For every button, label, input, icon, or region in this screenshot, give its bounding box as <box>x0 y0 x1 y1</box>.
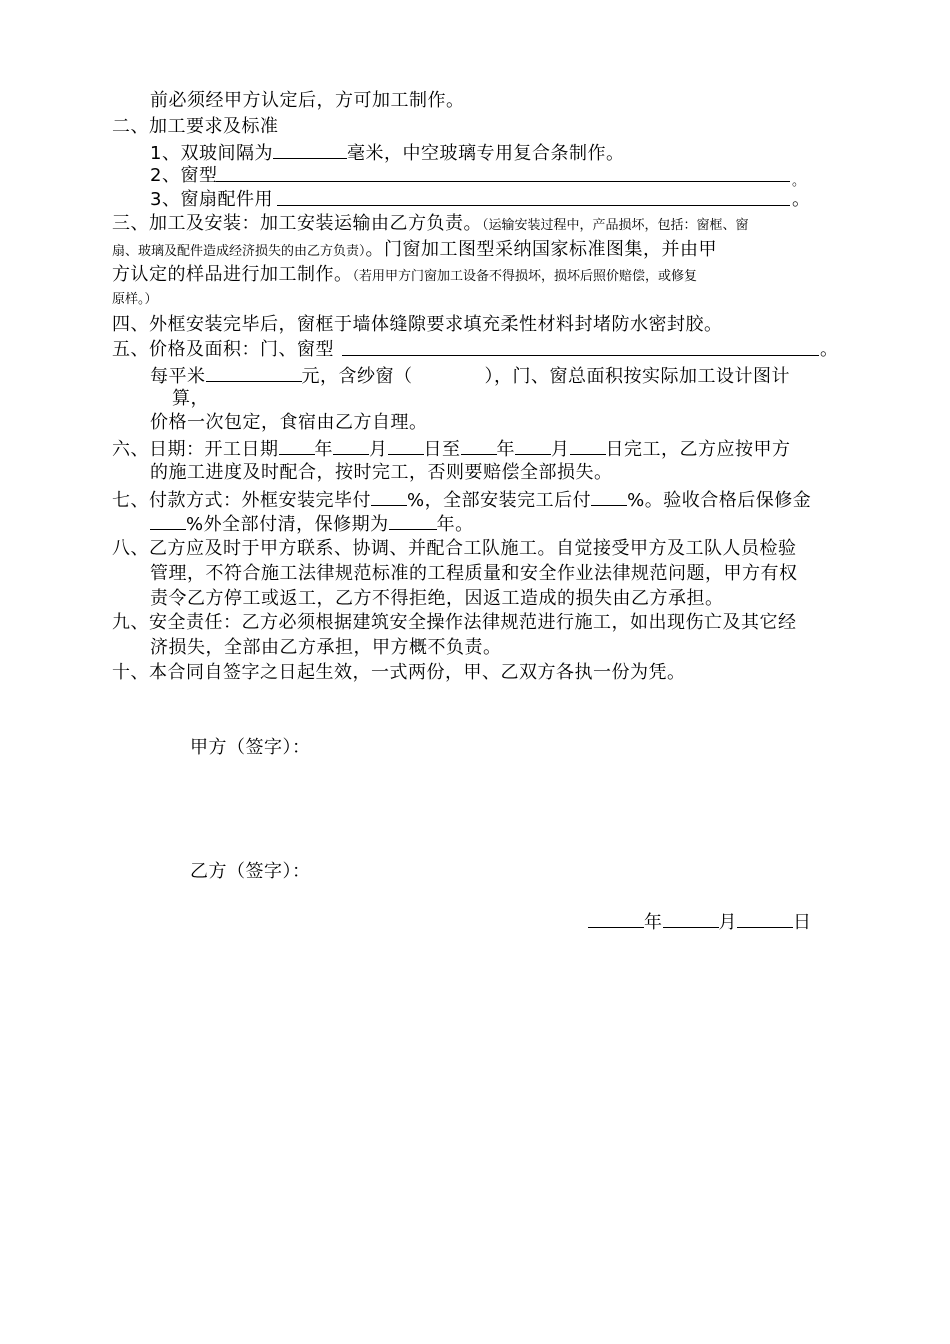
text-line: 管理，不符合施工法律规范标准的工程质量和安全作业法律规范问题，甲方有权 <box>150 563 798 584</box>
fill-blank-year[interactable] <box>588 909 644 928</box>
date-line <box>588 909 812 935</box>
small-note: （若用甲方门窗加工设备不得损坏，损坏后照价赔偿，或修复 <box>352 269 698 284</box>
fill-blank[interactable] <box>461 436 497 455</box>
text-fragment: %。验收合格后保修金 <box>627 490 812 511</box>
text-fragment: 月 <box>369 439 388 460</box>
text-line: 责令乙方停工或返工，乙方不得拒绝，因返工造成的损失由乙方承担。 <box>150 588 724 609</box>
text-fragment: 2、窗型 <box>150 165 218 186</box>
text-fragment: 元，含纱窗（ <box>301 366 413 387</box>
text-fragment: %，全部安装完工后付 <box>407 490 592 511</box>
text-fragment: 每平米 <box>150 366 206 387</box>
party-a-signature-label: 甲方（签字）： <box>190 737 311 758</box>
text-line <box>150 140 624 166</box>
text-fragment: 1、双玻间隔为 <box>150 143 273 164</box>
text-fragment: 年 <box>496 439 515 460</box>
text-fragment: 毫米，中空玻璃专用复合条制作。 <box>346 143 625 164</box>
date-year-label: 年 <box>644 912 663 933</box>
party-b-signature-label: 乙方（签字）： <box>190 861 311 882</box>
section-9-line: 九、安全责任：乙方必须根据建筑安全操作法律规范进行施工，如出现伤亡及其它经 <box>112 612 797 633</box>
fill-blank[interactable] <box>333 436 369 455</box>
text-fragment: %外全部付清，保修期为 <box>186 514 389 535</box>
fill-blank[interactable] <box>388 436 424 455</box>
text-fragment: 。 <box>820 339 839 360</box>
text-fragment: 月 <box>551 439 570 460</box>
text-fragment: 方认定的样品进行加工制作。 <box>112 264 353 285</box>
fill-blank[interactable] <box>570 436 606 455</box>
text-fragment: 年 <box>314 439 333 460</box>
fill-blank-window-type[interactable] <box>216 181 790 182</box>
small-note: （运输安装过程中，产品损坏，包括：窗框、窗 <box>482 218 749 233</box>
section-5-line <box>112 338 334 362</box>
fill-blank[interactable] <box>591 487 627 506</box>
text-line <box>150 363 790 389</box>
fill-blank[interactable] <box>389 511 437 530</box>
text-fragment: ），门、窗总面积按实际加工设计图计 <box>484 366 790 387</box>
text-line <box>150 511 474 537</box>
fill-blank[interactable] <box>150 511 186 530</box>
fill-blank[interactable] <box>279 436 315 455</box>
text-line: 算， <box>172 388 209 409</box>
section-7-line <box>112 487 811 513</box>
text-fragment: 三、加工及安装：加工安装运输由乙方负责。 <box>112 213 482 234</box>
fill-blank[interactable] <box>371 487 407 506</box>
section-6-line <box>112 436 791 462</box>
text-fragment: 五、价格及面积：门、窗型 <box>112 339 334 360</box>
small-note: 扇、玻璃及配件造成经济损失的由乙方负责） <box>112 244 366 259</box>
section-3-line <box>112 212 749 238</box>
fill-blank-unit-price[interactable] <box>206 363 302 382</box>
text-line: 济损失，全部由乙方承担，甲方概不负责。 <box>150 637 502 658</box>
text-line <box>112 263 697 289</box>
text-fragment: 日至 <box>423 439 461 460</box>
text-line <box>150 164 217 188</box>
text-fragment: 。门窗加工图型采纳国家标准图集，并由甲 <box>365 239 718 260</box>
fill-blank[interactable] <box>515 436 551 455</box>
text-fragment: 年。 <box>436 514 474 535</box>
text-line <box>150 188 273 212</box>
section-4-line: 四、外框安装完毕后，窗框于墙体缝隙要求填充柔性材料封堵防水密封胶。 <box>112 314 723 335</box>
fill-blank-price-window[interactable] <box>342 355 819 356</box>
section-10-line: 十、本合同自签字之日起生效，一式两份，甲、乙双方各执一份为凭。 <box>112 662 686 683</box>
text-fragment: 七、付款方式：外框安装完毕付 <box>112 490 371 511</box>
section-heading-2: 二、加工要求及标准 <box>112 116 279 137</box>
date-day-label: 日 <box>793 912 812 933</box>
small-note: 原样。） <box>112 292 158 307</box>
fill-blank-hardware[interactable] <box>277 205 790 206</box>
section-8-line: 八、乙方应及时于甲方联系、协调、并配合工队施工。自觉接受甲方及工队人员检验 <box>112 538 797 559</box>
text-line: 的施工进度及时配合，按时完工，否则要赔偿全部损失。 <box>150 462 613 483</box>
date-month-label: 月 <box>718 912 737 933</box>
fill-blank[interactable] <box>273 140 347 159</box>
text-fragment: 。 <box>792 174 806 189</box>
text-fragment: 日完工，乙方应按甲方 <box>605 439 791 460</box>
text-fragment: 六、日期：开工日期 <box>112 439 279 460</box>
text-line: 价格一次包定，食宿由乙方自理。 <box>150 412 428 433</box>
text-fragment: 。 <box>792 189 811 210</box>
fill-blank-month[interactable] <box>663 909 719 928</box>
text-line: 前必须经甲方认定后，方可加工制作。 <box>150 90 465 111</box>
text-line <box>112 238 717 264</box>
text-fragment: 3、窗扇配件用 <box>150 189 273 210</box>
fill-blank-day[interactable] <box>737 909 793 928</box>
